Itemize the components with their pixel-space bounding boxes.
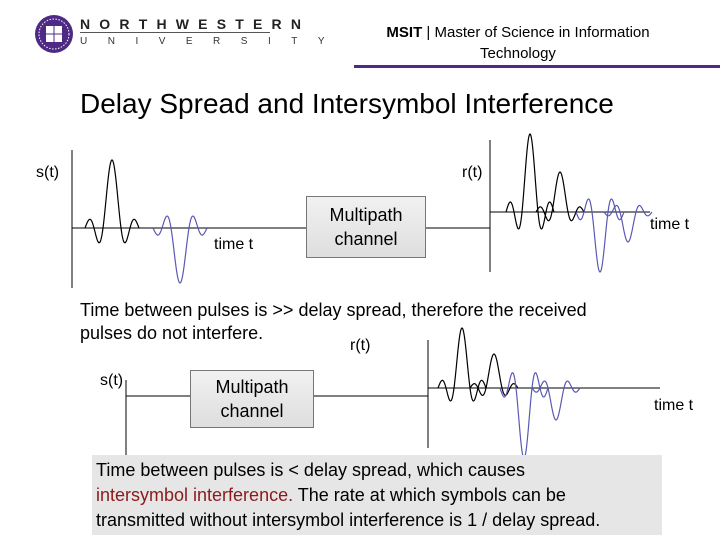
header-program-line2: Technology [480,45,556,62]
slide-title: Delay Spread and Intersymbol Interference [80,88,614,119]
output-time-axis-label: time t [650,216,690,233]
output-signal-label-2: r(t) [350,337,371,354]
channel2-label-line1: Multipath [215,377,289,397]
caption-line1: Time between pulses is >> delay spread, therefore the received [80,300,587,320]
input1-pulse-negative [153,216,207,283]
input1-pulse-positive [85,160,139,243]
caption-line2: pulses do not interfere. [80,323,264,343]
multipath-channel-box-2 [190,370,314,428]
header-program-line1: Master of Science in Information [434,24,650,41]
output1-pulse-d [604,206,652,243]
header-separator: | [422,24,435,41]
input-signal-label-2: s(t) [100,372,124,389]
isi-highlight-term: intersymbol interference. [96,485,294,505]
header-program-short: MSIT [386,24,423,41]
logo-subwordmark: UNIVERSITY [80,36,346,47]
input-time-axis-label: time t [214,236,254,253]
isi-line2-rest: The rate at which symbols can be [293,485,566,505]
isi-line2 [96,483,658,508]
multipath-channel-box [306,196,426,258]
channel-label-line1: Multipath [329,205,403,225]
input-signal-label: s(t) [36,164,60,181]
isi-line3: transmitted without intersymbol interference is 1 / delay spread. [96,510,601,530]
output-signal-label: r(t) [462,164,483,181]
output1-pulse-a [506,134,554,229]
output-time-axis-label-2: time t [654,397,694,414]
channel-label-line2: channel [334,229,398,249]
logo-wordmark: NORTHWESTERN [80,16,311,32]
isi-line1: Time between pulses is < delay spread, which causes [96,460,526,480]
channel2-label-line2: channel [220,401,284,421]
isi-explanation-box [92,455,662,535]
